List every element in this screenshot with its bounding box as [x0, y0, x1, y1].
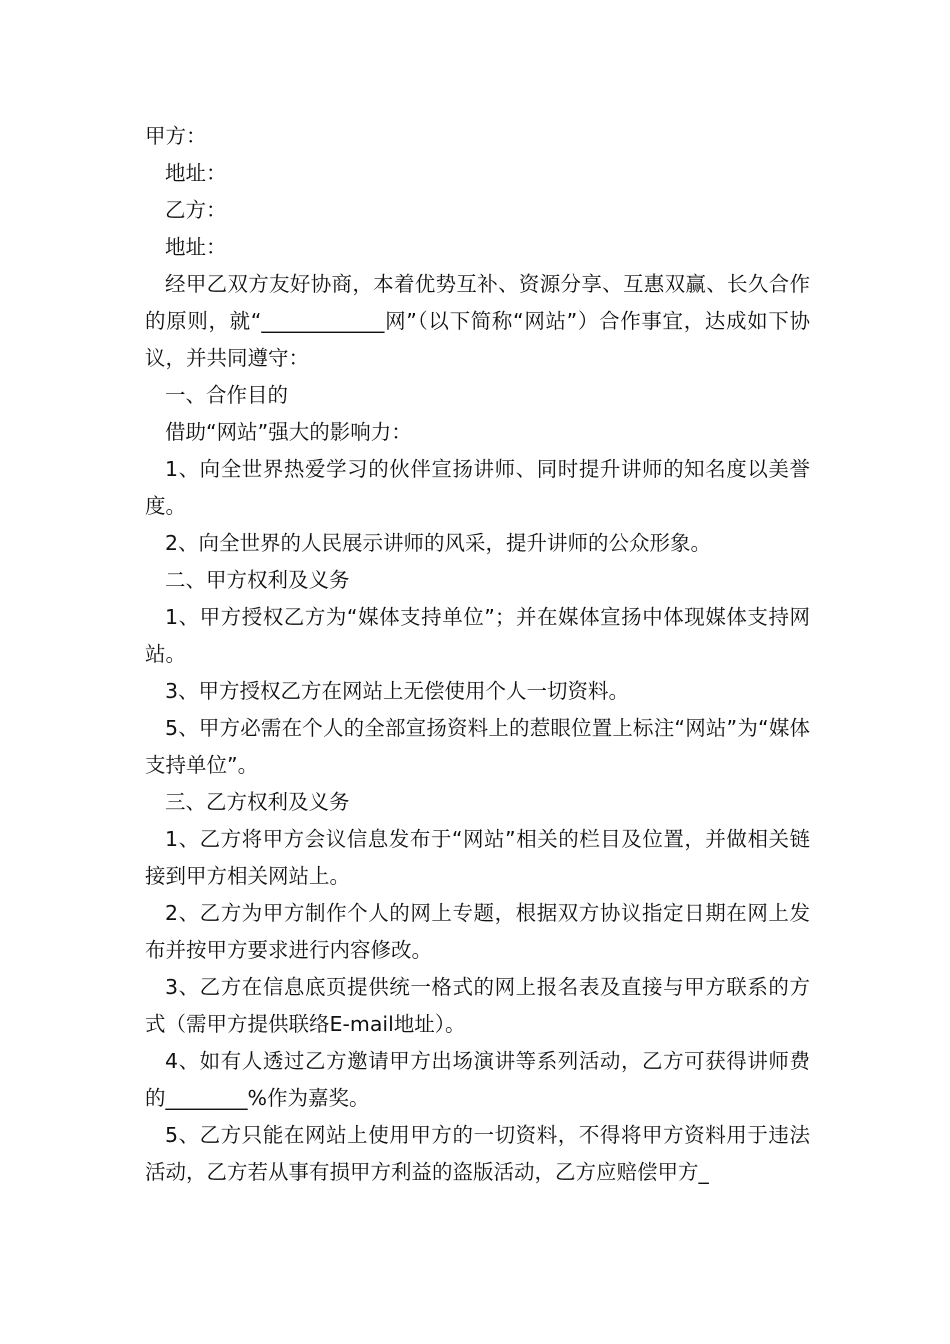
list-item: 3、甲方授权乙方在网站上无偿使用个人一切资料。: [165, 679, 630, 703]
party-a-address: 地址：: [165, 161, 227, 185]
party-b-address: 地址：: [165, 235, 227, 259]
section-intro: 借助“网站”强大的影响力：: [165, 420, 412, 444]
party-a-label: 甲方：: [145, 124, 207, 148]
list-item: 3、乙方在信息底页提供统一格式的网上报名表及直接与甲方联系的方式（需甲方提供联络E-mail地址）。: [145, 975, 810, 1036]
list-item: 2、乙方为甲方制作个人的网上专题，根据双方协议指定日期在网上发布并按甲方要求进行内容修改。: [145, 901, 810, 962]
section-heading-cooperation-purpose: 一、合作目的: [165, 383, 288, 407]
agreement-body: [145, 118, 810, 1191]
party-b-label: 乙方：: [165, 198, 227, 222]
list-item: 1、向全世界热爱学习的伙伴宣扬讲师、同时提升讲师的知名度以美誉度。: [145, 457, 810, 518]
list-item: 5、甲方必需在个人的全部宣扬资料上的惹眼位置上标注“网站”为“媒体支持单位”。: [145, 716, 810, 777]
list-item: 2、向全世界的人民展示讲师的风采，提升讲师的公众形象。: [165, 531, 712, 555]
preamble-paragraph: 经甲乙双方友好协商，本着优势互补、资源分享、互惠双赢、长久合作的原则，就“____________网”（以下简称“网站”）合作事宜，达成如下协议，并共同遵守：: [145, 272, 810, 370]
list-item: 1、甲方授权乙方为“媒体支持单位”；并在媒体宣扬中体现媒体支持网站。: [145, 605, 810, 666]
list-item: 5、乙方只能在网站上使用甲方的一切资料，不得将甲方资料用于违法活动，乙方若从事有损甲方利益的盗版活动，乙方应赔偿甲方_: [145, 1123, 810, 1184]
list-item: 4、如有人透过乙方邀请甲方出场演讲等系列活动，乙方可获得讲师费的________%作为嘉奖。: [145, 1049, 810, 1110]
list-item: 1、乙方将甲方会议信息发布于“网站”相关的栏目及位置，并做相关链接到甲方相关网站上。: [145, 827, 810, 888]
section-heading-party-a-rights: 二、甲方权利及义务: [165, 568, 350, 592]
section-heading-party-b-rights: 三、乙方权利及义务: [165, 790, 350, 814]
